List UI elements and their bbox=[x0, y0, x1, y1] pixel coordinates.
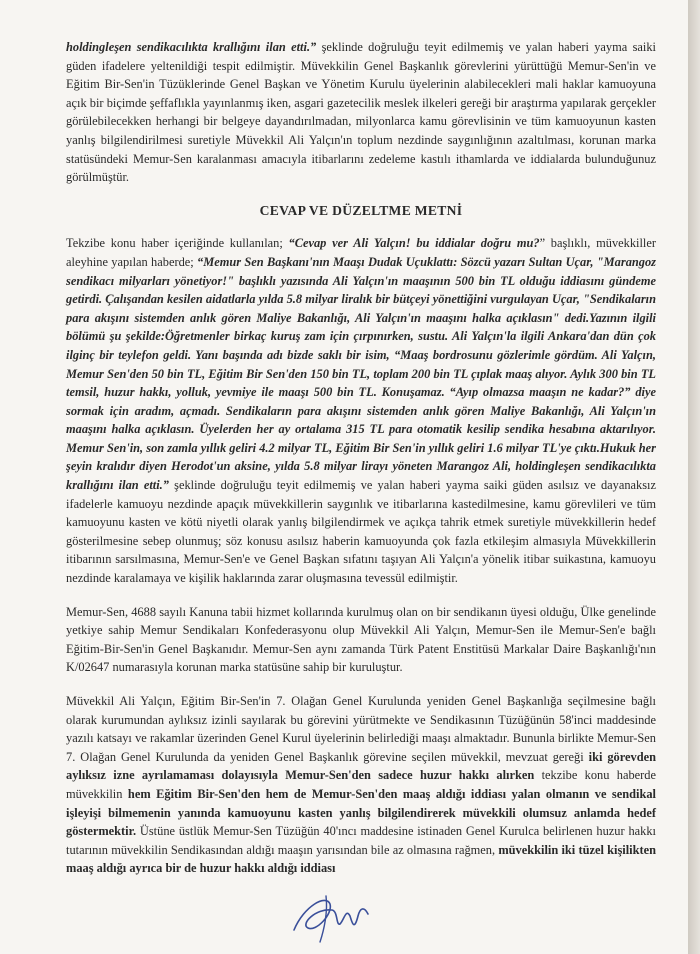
p3-text-2: tekzibe konu haberde müvekkilin bbox=[66, 768, 656, 801]
intro-paragraph bbox=[66, 38, 656, 187]
paragraph-salary-facts bbox=[66, 692, 656, 878]
p1-quoted-article: “Memur Sen Başkanı'nın Maaşı Dudak Uçuklattı: Sözcü yazarı Sultan Uçar, "Marangoz sendikacı milyarları yönetiyor!" başlıklı yazısında Ali Yalçın'ın maaşının 500 bin TL olduğu iddiasını gündeme getirdi. Çalışandan kesilen aidatlarla yılda 5.8 milyar liralık bir bütçeyi yönettiğini vurgulayan Uçar, "Sendikaların para akışını sistemden anlık gören Maliye Bakanlığı, Ali Yalçın'ın maaşını halka açıklasın" dedi.Yazının ilgili bölümü şu şekilde:Öğretmenler birkaç kuruş zam için çırpınırken, sustu. Ali Yalçın'la ilgili Ankara'dan dün çok ilginç bir teylefon geldi. Yanı başında adı bizde saklı bir isim, “Maaş bordrosunu gözlerimle gördüm. Ali Yalçın, Memur Sen'den 50 bin TL, Eğitim Bir Sen'den 150 bin TL, toplam 200 bin TL çıplak maaş alıyor. Aylık 300 bin TL temsil, huzur hakkı, yolluk, yevmiye ile maaşı 500 bin TL. Konuşamaz. “Ayıp olmazsa maaşın ne kadar?” diye sormak için aradım, açmadı. Sendikaların para akışını sistemden anlık gören Maliye Bakanlığı, Ali Yalçın'ın maaşını halka açıklasın. Üyelerden her ay ortalama 315 TL para otomatik kesilip sendika hesabına aktarılıyor. Memur Sen'in, son zamla yıllık geliri 4.2 milyar TL, Eğitim Bir Sen'in yıllık geliri 1.6 milyar TL'ye çıktı.Hukuk her şeyin kralıdır diyen Herodot'un aksine, yılda 5.8 milyar lirayı yöneten Marangoz Ali, holdingleşen sendikacılıkta krallığını ilan etti.” bbox=[66, 254, 656, 493]
p1-text-3: şeklinde doğruluğu teyit edilmemiş ve yalan haberi yayma saiki güden asılsız ve dayanaksız ifadelerle kamuoyu nezdinde apaçık müvekkillerin saygınlık ve itibarlarına kastedilmesine, kamu görevlileri ve tüm kamuoyunu kasten ve kötü niyetli olarak yanlış bilgilendirmek ve açıkça tahrik etmek suretiyle müvekkillerin hedef gösterilmesine sebep olunmuş; söz konusu asılsız haberin kamuoyunda çok fazla etkileşim almasıyla Müvekkillerin itibarının sarsılmasına, Memur-Sen'e ve Genel Başkan sıfatını taşıyan Ali Yalçın'a yönelik itibar suikastına, kamuoyu nezdinde karalamaya ve kişilik haklarında zarar oluşmasına tevessül edilmiştir. bbox=[66, 478, 656, 586]
p1-quote-title: “Cevap ver Ali Yalçın! bu iddialar doğru mu? bbox=[288, 236, 540, 251]
intro-bold-italic-quote: holdingleşen sendikacılıkta krallığını ilan etti.” bbox=[66, 40, 317, 54]
p3-text-1: Müvekkil Ali Yalçın, Eğitim Bir-Sen'in 7. Olağan Genel Kurulunda yeniden Genel Başkanlığa seçilmesine bağlı olarak kurumundan aylıksız izinli sayılarak bu görevini yürütmekte ve Sendikasının Tüzüğünün 58'inci maddesinde yazılı katsayı ve rakamlar üzerinden Genel Kurul üyelerinin belirlediği maaşı almaktadır. Bununla birlikte Memur-Sen 7. Olağan Genel Kurulunda da yeniden Genel Başkanlık görevine seçilen müvekkil, mevzuat gereği bbox=[66, 694, 656, 764]
p3-bold-2: hem Eğitim Bir-Sen'den hem de Memur-Sen'den maaş aldığı iddiası yalan olmanın ve sendikal işleyişi bilmemenin yanında kamuoyunu kasten yanlış bilgilendirerek müvekkili olumsuz anlamda hedef göstermektir. bbox=[66, 786, 656, 839]
document-body bbox=[66, 38, 656, 893]
p3-bold-3: müvekkilin iki tüzel kişilikten maaş aldığı ayrıca bir de huzur hakkı aldığı iddiası bbox=[66, 842, 657, 876]
section-heading: CEVAP VE DÜZELTME METNİ bbox=[259, 202, 463, 218]
paragraph-memur-sen: Memur-Sen, 4688 sayılı Kanuna tabii hizmet kollarında kurulmuş olan on bir sendikanın üyesi olduğu, Ülke genelinde yetkiye sahip Memur Sendikaları Konfederasyonu olup Müvekkil Ali Yalçın, Memur-Sen ile Memur-Sen'e bağlı Eğitim-Bir-Sen'in Genel Başkanıdır. Memur-Sen aynı zamanda Türk Patent Enstitüsü Markalar Daire Başkanlığı'nın K/02647 numarasıyla korunan marka statüsüne sahip bir kuruluştur. bbox=[66, 604, 656, 675]
page-edge bbox=[688, 0, 700, 954]
p1-text-2: ” başlıklı, müvekkiller aleyhine yapılan haberde; bbox=[66, 236, 656, 269]
paragraph-quoted-news bbox=[66, 234, 656, 587]
p3-bold-1: iki görevden aylıksız izne ayrılamaması dolayısıyla Memur-Sen'den sadece huzur hakkı alırken bbox=[66, 749, 656, 783]
p3-text-3: Üstüne üstlük Memur-Sen Tüzüğün 40'ıncı maddesine istinaden Genel Kurulca belirlenen huzur hakkı tutarının müvekkilin Sendikasından aldığı maaşın yarısından bile az olmasına rağmen, bbox=[66, 824, 656, 857]
p1-text-1: Tekzibe konu haber içeriğinde kullanılan; bbox=[66, 236, 289, 251]
signature-icon bbox=[286, 886, 382, 946]
intro-text: şeklinde doğruluğu teyit edilmemiş ve yalan haberi yayma saiki güden ifadelere yeltenildiği tespit edilmiştir. Müvekkilin Genel Başkanlık görevlerini yürüttüğü Memur-Sen'in ve Eğitim Bir-Sen'in Tüzüklerinde Genel Başkan ve Yönetim Kurulu üyelerinin alabilecekleri mali haklar kamuoyuna açık bir biçimde şeffaflıkla yayınlanmış iken, asgari gazetecilik meslek ilkeleri gereği bir araştırma yapılarak gerçekler görülebilecekken herhangi bir belgeye dayandırılmadan, milyonlarca kamu görevlisinin ve tüm kamuoyunun kasten yanlış bilgilendirilmesi suretiyle Müvekkil Ali Yalçın'ın toplum nezdinde saygınlığının azaltılması, korunan marka statüsündeki Memur-Sen karalanması amacıyla itibarlarını zedeleme kastılı ithamlarda ve iddialarda bulunduğunuz görülmüştür. bbox=[66, 40, 656, 185]
